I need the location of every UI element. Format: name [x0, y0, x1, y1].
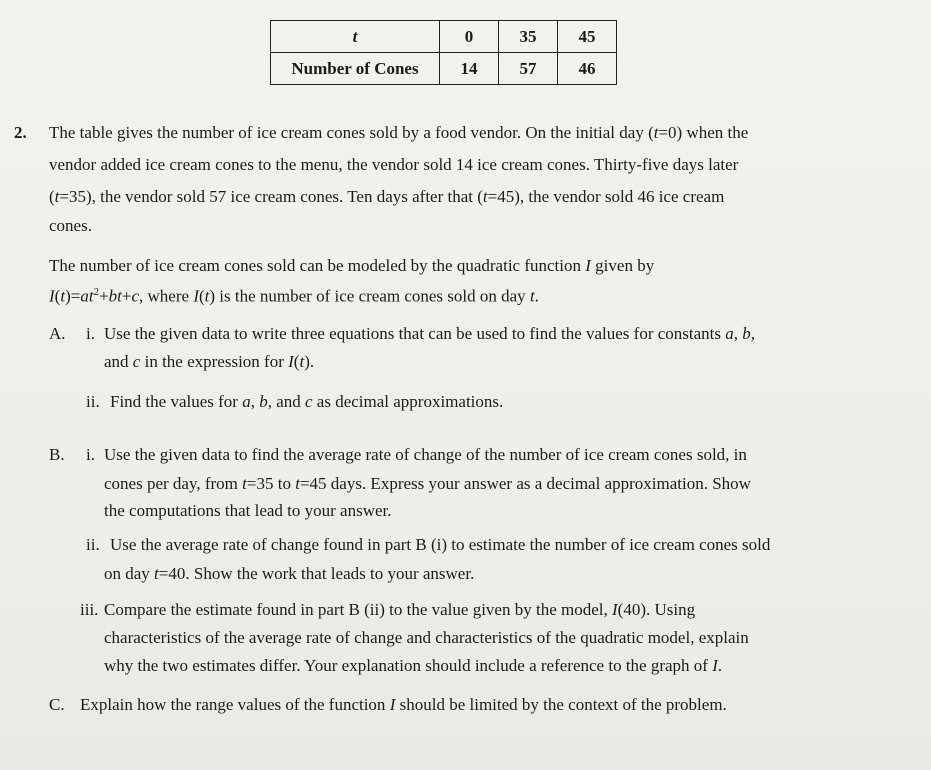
part-b-ii-line-2: on day t=40. Show the work that leads to your answer.	[104, 564, 475, 583]
part-a-i-label: i.	[86, 324, 95, 343]
problem-number: 2.	[14, 123, 27, 142]
table-cell: 14	[440, 53, 499, 85]
table-row	[271, 53, 617, 85]
intro-line-3: (t=35), the vendor sold 57 ice cream cones. Ten days after that (t=45), the vendor sold 46 ice cream	[49, 187, 725, 206]
table-row	[271, 21, 617, 53]
part-b-label: B.	[49, 445, 65, 464]
part-a-i-line-1: Use the given data to write three equations that can be used to find the values for constants a, b,	[104, 324, 756, 343]
table-row-label: Number of Cones	[271, 53, 440, 85]
part-b-i-line-1: Use the given data to find the average rate of change of the number of ice cream cones sold, in	[104, 445, 747, 464]
part-a-ii-label: ii.	[86, 392, 100, 411]
table-cell: 46	[558, 53, 617, 85]
table-header-cell: 35	[499, 21, 558, 53]
part-a-ii-line-1: Find the values for a, b, and c as decimal approximations.	[110, 392, 504, 411]
part-b-i-line-3: the computations that lead to your answer.	[104, 501, 392, 520]
part-b-i-line-2: cones per day, from t=35 to t=45 days. Express your answer as a decimal approximation. Show	[104, 474, 751, 493]
table-cell: 57	[499, 53, 558, 85]
intro-line-2: vendor added ice cream cones to the menu, the vendor sold 14 ice cream cones. Thirty-five days later	[49, 155, 739, 174]
part-b-iii-label: iii.	[80, 600, 99, 619]
intro-line-1: The table gives the number of ice cream cones sold by a food vendor. On the initial day (t=0) when the	[49, 123, 749, 142]
data-table	[270, 20, 617, 85]
part-c-line-1: Explain how the range values of the function I should be limited by the context of the problem.	[80, 695, 727, 714]
part-b-ii-line-1: Use the average rate of change found in part B (i) to estimate the number of ice cream cones sold	[110, 535, 771, 554]
part-b-i-label: i.	[86, 445, 95, 464]
part-a-label: A.	[49, 324, 66, 343]
table-header-cell: 45	[558, 21, 617, 53]
part-b-ii-label: ii.	[86, 535, 100, 554]
model-line-1: The number of ice cream cones sold can be modeled by the quadratic function I given by	[49, 256, 655, 275]
table-header-cell: t	[271, 21, 440, 53]
part-a-i-line-2: and c in the expression for I(t).	[104, 352, 315, 371]
part-b-iii-line-1: Compare the estimate found in part B (ii) to the value given by the model, I(40). Using	[104, 600, 696, 619]
model-line-2: $I(t)=at^2+bt+c$, where I(t) is the number of ice cream cones sold on day t.	[49, 286, 539, 306]
intro-line-4: cones.	[49, 216, 92, 235]
part-b-iii-line-3: why the two estimates differ. Your explanation should include a reference to the graph of I.	[104, 656, 723, 675]
part-c-label: C.	[49, 695, 65, 714]
table-header-cell: 0	[440, 21, 499, 53]
part-b-iii-line-2: characteristics of the average rate of change and characteristics of the quadratic model, explain	[104, 628, 749, 647]
